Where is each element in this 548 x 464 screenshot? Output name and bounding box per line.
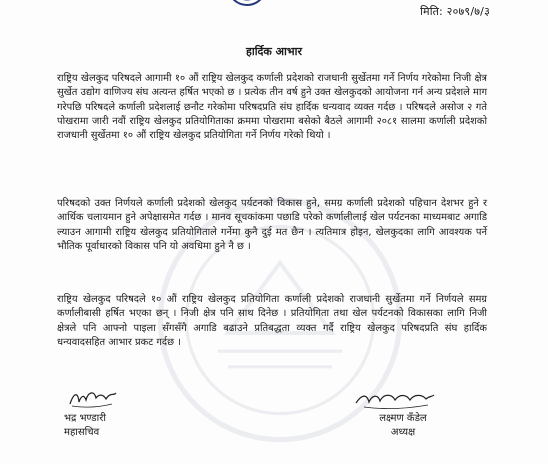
signatory-name: लक्ष्मण कँडेल — [379, 413, 427, 424]
letter-title: हार्दिक आभार — [246, 45, 302, 58]
signatory-name: भद्र भण्डारी — [64, 413, 106, 424]
signatory-role: महासचिव — [64, 427, 100, 438]
signatory-left — [64, 412, 106, 440]
letter-date: मिति: २०७९/७/३ — [420, 5, 490, 18]
handwritten-signature-left — [66, 388, 118, 410]
handwritten-signature-right — [352, 388, 436, 412]
signatory-right — [358, 412, 448, 440]
organization-seal-icon — [226, 0, 268, 12]
paragraph-1: राष्ट्रिय खेलकुद परिषदले आगामी १० औं राष्ट्रिय खेलकुद कर्णाली प्रदेशको राजधानी सुर्खेतमा गर्ने निर्णय गरेकोमा निजी क्षेत्र सुर्खेत उद्योग वाणिज्य संघ अत्यन्त हर्षित भएको छ । प्रत्येक तीन वर्ष हुने उक्त खेलकुदको आयोजना गर्न अन्य प्रदेशले माग गरेपछि परिषदले कर्णाली प्रदेशलाई छनौट गरेकोमा परिषदप्रति संघ हार्दिक धन्यवाद व्यक्त गर्दछ । परिषदले असोज २ गते पोखरामा जारी नवौं राष्ट्रिय खेलकुद प्रतियोगिताका क्रममा पोखरामा बसेको बैठले आगामी २०८१ सालमा कर्णाली प्रदेशको राजधानी सुर्खेतमा १० औं राष्ट्रिय खेलकुद प्रतियोगिता गर्ने निर्णय गरेको थियो । — [57, 73, 487, 142]
signatory-role: अध्यक्ष — [390, 427, 416, 438]
paragraph-2: परिषदको उक्त निर्णयले कर्णाली प्रदेशको खेलकुद पर्यटनको विकास हुने, समग्र कर्णाली प्रदेशको पहिचान देशभर हुने र आर्थिक चलायमान हुने अपेक्षासमेत गर्दछ । मानव सूचकांकमा पछाडि परेको कर्णालीलाई खेल पर्यटनका माध्यमबाट अगाडि ल्याउन आगामी राष्ट्रिय खेलकुद प्रतियोगिताले गर्नेमा कुनै दुई मत छैन । त्यतिमात्र होइन, खेलकुदका लागि आवश्यक पर्ने भौतिक पूर्वाधारको विकास पनि यो अवधिमा हुने नै छ । — [57, 198, 487, 252]
paragraph-3: राष्ट्रिय खेलकुद परिषदले १० औं राष्ट्रिय खेलकुद प्रतियोगिता कर्णाली प्रदेशको राजधानी सुर्खेतमा गर्ने निर्णयले समग्र कर्णालीबासी हर्षित भएका छन् । निजी क्षेत्र पनि साथ दिनेछ । प्रतियोगिता तथा खेल पर्यटनको विकासका लागि निजी क्षेत्रले पनि आफ्नो पाइला सँगसँगै अगाडि बढाउने प्रतिबद्धता व्यक्त गर्दै राष्ट्रिय खेलकुद परिषदप्रति संघ हार्दिक धन्यवादसहित आभार प्रकट गर्दछ । — [57, 294, 487, 348]
